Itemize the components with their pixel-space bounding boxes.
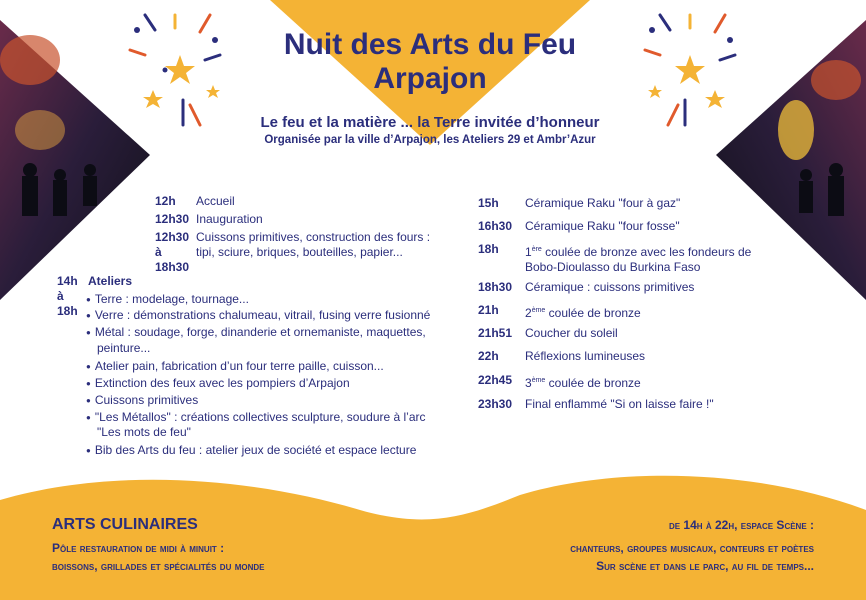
atelier-item: ● Verre : démonstrations chalumeau, vitrail, fusing verre fusionné <box>86 308 430 323</box>
label-right-3: Céramique : cuissons primitives <box>525 280 695 294</box>
atelier-item-cont: "Les mots de feu" <box>97 425 191 439</box>
bottom-yellow-wave <box>0 470 866 600</box>
firework-right-icon <box>640 10 745 130</box>
event-title: Nuit des Arts du Feu Arpajon <box>283 28 577 95</box>
label-right-4: 2ème coulée de bronze <box>525 306 641 320</box>
organizer-line: Organisée par la ville d’Arpajon, les Ateliers 29 et Ambr’Azur <box>264 134 596 146</box>
time-right-7: 22h45 <box>478 373 513 387</box>
label-right-6: Réflexions lumineuses <box>525 349 646 363</box>
label-right-8: Final enflammé "Si on laisse faire !" <box>525 397 714 411</box>
time-right-3: 18h30 <box>478 280 513 294</box>
culinary-title: ARTS CULINAIRES <box>52 516 198 533</box>
stage-line-1: de 14h à 22h, espace Scène : <box>668 518 814 532</box>
time-right-4: 21h <box>478 303 499 317</box>
atelier-item: ● Bib des Arts du feu : atelier jeux de société et espace lecture <box>86 443 416 458</box>
ateliers-heading: Ateliers <box>88 274 133 288</box>
time-right-5: 21h51 <box>478 326 513 340</box>
label-right-0: Céramique Raku "four à gaz" <box>525 196 681 210</box>
time-right-1: 16h30 <box>478 219 513 233</box>
atelier-item: ● Atelier pain, fabrication d’un four terre paille, cuisson... <box>86 359 384 374</box>
time-right-0: 15h <box>478 196 499 210</box>
label-right-7: 3ème coulée de bronze <box>525 376 641 390</box>
atelier-item: ● Extinction des feux avec les pompiers d’Arpajon <box>86 376 350 391</box>
label-left-2: Cuissons primitives, construction des fours : tipi, sciure, briques, bouteilles, papier... <box>196 230 431 259</box>
label-right-2: 1ère coulée de bronze avec les fondeurs de Bobo-Dioulasso du Burkina Faso <box>525 245 752 274</box>
label-left-1: Inauguration <box>196 212 263 226</box>
label-right-1: Céramique Raku "four fosse" <box>525 219 680 233</box>
stage-line-3: Sur scène et dans le parc, au fil de temps... <box>596 559 814 573</box>
culinary-line-2: boissons, grillades et spécialités du monde <box>52 559 265 573</box>
atelier-item: ● Métal : soudage, forge, dinanderie et ornemaniste, maquettes, <box>86 325 426 340</box>
time-ateliers: 14h à 18h <box>57 274 78 318</box>
atelier-item: ● "Les Métallos" : créations collectives sculpture, soudure à l’arc <box>86 410 426 425</box>
time-left-1: 12h30 <box>155 212 190 226</box>
time-right-6: 22h <box>478 349 499 363</box>
atelier-item-cont: peinture... <box>97 341 151 355</box>
time-left-0: 12h <box>155 194 176 208</box>
label-left-0: Accueil <box>196 194 235 208</box>
time-left-2: 12h30 à 18h30 <box>155 230 190 274</box>
culinary-line-1: Pôle restauration de midi à minuit : <box>52 541 225 555</box>
time-right-2: 18h <box>478 242 499 256</box>
event-subtitle: Le feu et la matière ... la Terre invitée d’honneur <box>260 114 600 131</box>
firework-left-icon <box>125 10 230 130</box>
time-right-8: 23h30 <box>478 397 513 411</box>
stage-line-2: chanteurs, groupes musicaux, conteurs et poètes <box>570 541 814 555</box>
atelier-item: ● Terre : modelage, tournage... <box>86 292 249 307</box>
label-right-5: Coucher du soleil <box>525 326 618 340</box>
atelier-item: ● Cuissons primitives <box>86 393 198 408</box>
